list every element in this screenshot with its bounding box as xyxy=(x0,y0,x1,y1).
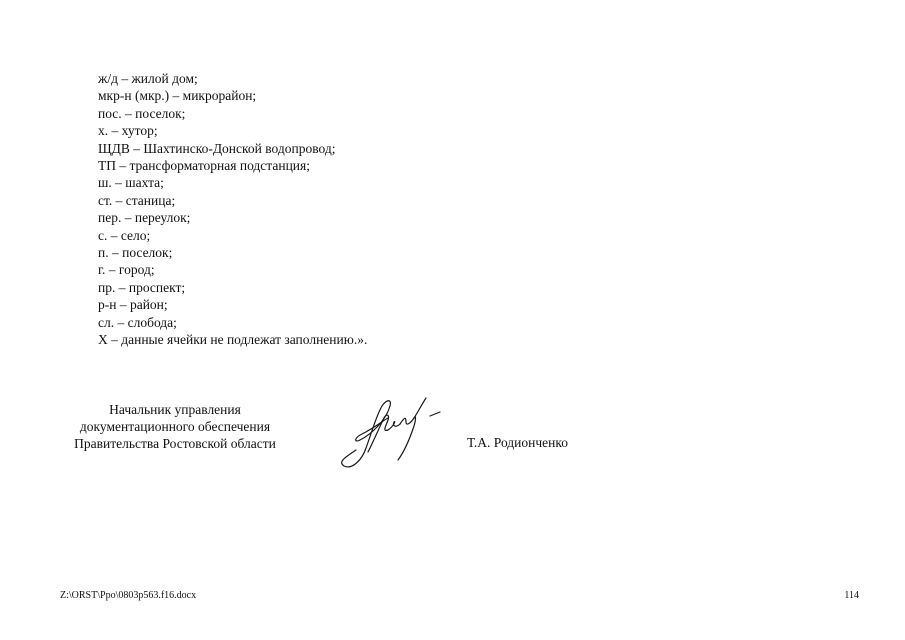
signer-position-line: Начальник управления xyxy=(109,402,241,417)
abbreviation-item: с. – село; xyxy=(98,227,151,243)
abbreviation-list xyxy=(98,70,367,349)
page-number: 114 xyxy=(844,590,859,601)
footer-file-path: Z:\ORST\Ppo\0803p563.f16.docx xyxy=(60,590,197,601)
abbreviation-item: х. – хутор; xyxy=(98,123,158,139)
abbreviation-item: пр. – проспект; xyxy=(98,279,186,295)
signer-position xyxy=(40,401,310,453)
signer-name: Т.А. Родионченко xyxy=(467,435,568,450)
abbreviation-item: ж/д – жилой дом; xyxy=(98,71,198,86)
abbreviation-item: сл. – слобода; xyxy=(98,314,177,330)
abbreviation-item: пер. – переулок; xyxy=(98,210,191,226)
abbreviation-item: г. – город; xyxy=(98,262,155,278)
abbreviation-item: п. – поселок; xyxy=(98,245,173,261)
abbreviation-item: ш. – шахта; xyxy=(98,175,164,191)
abbreviation-item: пос. – поселок; xyxy=(98,105,186,121)
abbreviation-item: мкр-н (мкр.) – микрорайон; xyxy=(98,88,257,104)
handwritten-signature xyxy=(332,390,450,470)
signer-position-line: документационного обеспечения xyxy=(79,419,271,435)
abbreviation-item: Х – данные ячейки не подлежат заполнению.». xyxy=(98,332,368,348)
abbreviation-item: ст. – станица; xyxy=(98,192,176,208)
signer-position-line: Правительства Ростовской области xyxy=(74,436,276,452)
abbreviation-item: ЩДВ – Шахтинско-Донской водопровод; xyxy=(98,140,336,156)
abbreviation-item: ТП – трансформаторная подстанция; xyxy=(98,158,310,174)
abbreviation-item: р-н – район; xyxy=(98,297,168,313)
